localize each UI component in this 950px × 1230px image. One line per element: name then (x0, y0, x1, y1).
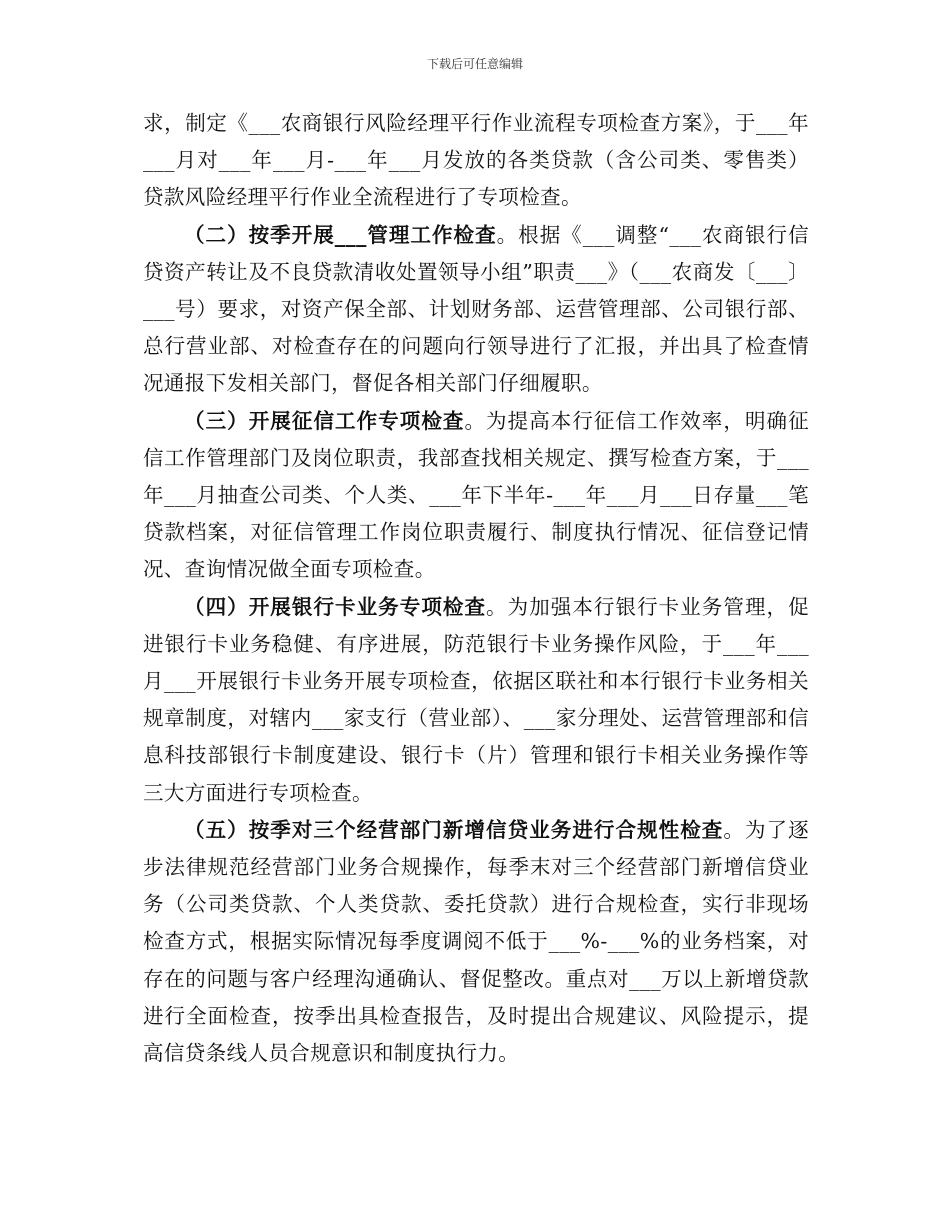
paragraph-body: 。为加强本行银行卡业务管理，促进银行卡业务稳健、有序进展，防范银行卡业务操作风险，于___年___月___开展银行卡业务开展专项检查，依据区联社和本行银行卡业务相关规章制度，对辖内___家支行（营业部）、___家分理处、运营管理部和信息科技部银行卡制度建设、银行卡（片）管理和银行卡相关业务操作等三大方面进行专项检查。 (143, 594, 809, 805)
paragraph-section-2 (143, 217, 809, 403)
paragraph-body: 。为了逐步法律规范经营部门业务合规操作，每季末对三个经营部门新增信贷业务（公司类贷款、个人类贷款、委托贷款）进行合规检查，实行非现场检查方式，根据实际情况每季度调阅不低于___%-___%的业务档案，对存在的问题与客户经理沟通确认、督促整改。重点对___万以上新增贷款进行全面检查，按季出具检查报告，及时提出合规建议、风险提示，提高信贷条线人员合规意识和制度执行力。 (143, 817, 809, 1066)
paragraph-body: 。根据《___调整“___农商银行信贷资产转让及不良贷款清收处置领导小组”职责___》（___农商发〔___〕___号）要求，对资产保全部、计划财务部、运营管理部、公司银行部、总行营业部、对检查存在的问题向行领导进行了汇报，并出具了检查情况通报下发相关部门，督促各相关部门仔细履职。 (143, 222, 809, 396)
paragraph-section-3 (143, 403, 809, 589)
paragraph-section-5 (143, 812, 809, 1072)
section-heading: （五）按季对三个经营部门新增信贷业务进行合规性检查 (184, 817, 724, 842)
section-heading: （三）开展征信工作专项检查 (184, 408, 465, 433)
page-header: 下载后可任意编辑 (426, 57, 523, 71)
paragraph-body: 。为提高本行征信工作效率，明确征信工作管理部门及岗位职责，我部查找相关规定、撰写检查方案，于___年___月抽查公司类、个人类、___年下半年-___年___月___日存量___笔贷款档案，对征信管理工作岗位职责履行、制度执行情况、征信登记情况、查询情况做全面专项检查。 (143, 408, 810, 582)
document-body (143, 105, 809, 1072)
paragraph-body: 求，制定《___农商银行风险经理平行作业流程专项检查方案》，于___年___月对___年___月-___年___月发放的各类贷款（含公司类、零售类）贷款风险经理平行作业全流程进行了专项检查。 (143, 111, 809, 210)
section-heading: （二）按季开展___管理工作检查 (184, 222, 497, 247)
paragraph-section-4 (143, 589, 809, 812)
section-heading: （四）开展银行卡业务专项检查 (184, 594, 487, 619)
paragraph-continued (143, 105, 809, 217)
